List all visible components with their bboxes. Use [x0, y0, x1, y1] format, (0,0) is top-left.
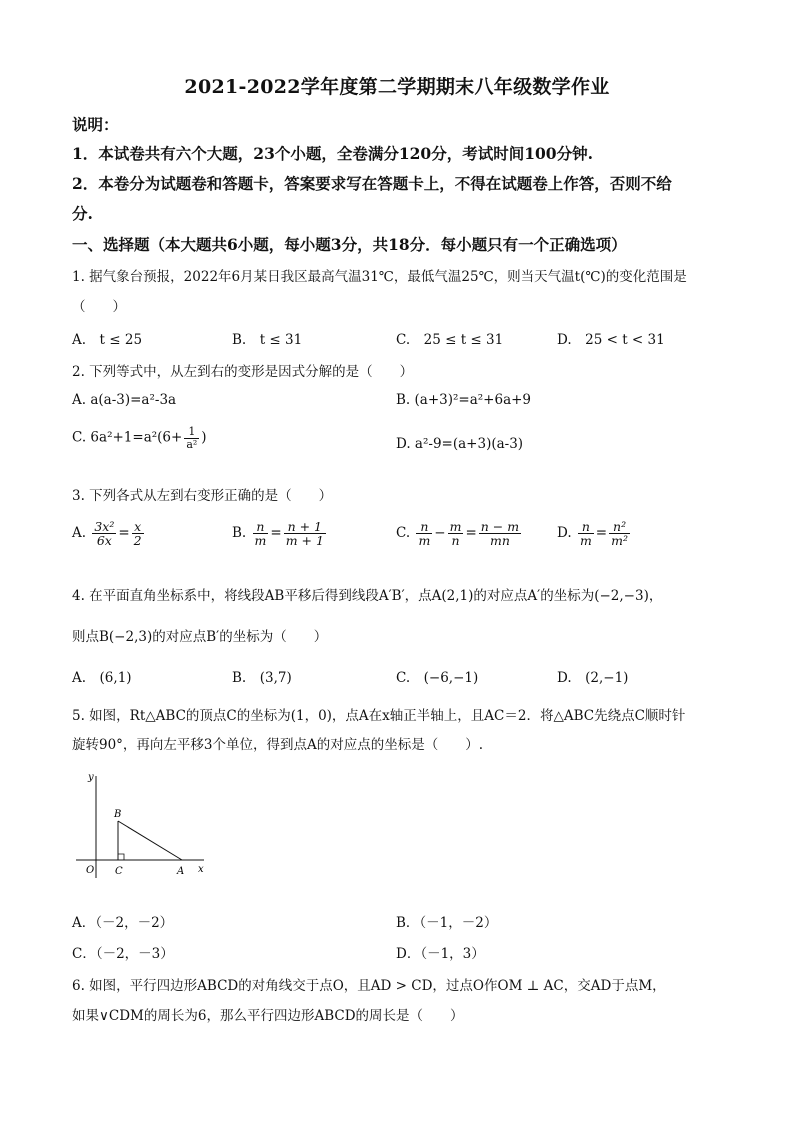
page-title: 2021-2022学年度第二学期期末八年级数学作业 — [184, 76, 610, 98]
question-2-stem: 2. 下列等式中，从左到右的变形是因式分解的是（ ） — [72, 364, 414, 380]
question-2-option-d: D. a²-9=(a+3)(a-3) — [396, 436, 524, 452]
numerator: 1 — [184, 426, 199, 439]
fraction — [284, 520, 326, 547]
option-label: B. — [232, 525, 247, 542]
question-5-option-c: C．（－2，－3） — [72, 946, 174, 962]
question-5-option-b: B．（－1，－2） — [396, 915, 498, 931]
instruction-item-2: 2．本卷分为试题卷和答题卡，答案要求写在答题卡上，不得在试题卷上作答，否则不给 — [72, 174, 672, 193]
question-1-stem: 1. 据气象台预报，2022年6月某日我区最高气温31℃，最低气温25℃，则当天气温t(℃)的变化范围是 — [72, 269, 687, 285]
question-2-option-c-text: C. 6a²+1=a²(6+ — [72, 429, 183, 446]
y-axis-label: y — [88, 772, 94, 783]
numerator: x — [132, 520, 144, 534]
question-2-option-c-suffix: ) — [201, 429, 207, 446]
question-6-stem: 6. 如图，平行四边形ABCD的对角线交于点O，且AD > CD，过点O作OM ⊥ AC，交AD于点M， — [72, 978, 666, 994]
question-2-option-a: A. a(a-3)=a²-3a — [72, 392, 177, 408]
fraction — [479, 520, 521, 547]
question-1-option-c: C. 25 ≤ t ≤ 31 — [396, 332, 504, 348]
denominator: mn — [489, 533, 510, 549]
coordinate-figure — [72, 770, 212, 882]
question-5-option-d: D．（－1，3） — [396, 946, 485, 962]
point-a-label: A — [177, 866, 185, 877]
denominator: m — [579, 533, 592, 549]
question-3-stem: 3. 下列各式从左到右变形正确的是（ ） — [72, 488, 333, 504]
question-4-stem-cont: 则点B(−2,3)的对应点B′的坐标为（ ） — [72, 629, 328, 645]
x-axis-label: x — [198, 864, 204, 875]
numerator: n² — [609, 520, 630, 534]
question-3-option-b: B. $\frac{n}{m}$ = $\frac{n + 1}{m + 1}$ — [232, 519, 324, 549]
numerator: n — [416, 520, 432, 534]
question-5-stem-cont: 旋转90°，再向左平移3个单位，得到点A的对应点的坐标是（ ）. — [72, 737, 484, 753]
instructions-heading: 说明： — [72, 115, 119, 134]
numerator: n — [253, 520, 269, 534]
question-4-option-a: A. (6,1) — [72, 670, 132, 686]
fraction — [92, 520, 116, 547]
fraction — [253, 520, 269, 547]
denominator: m² — [611, 533, 628, 549]
denominator: m — [418, 533, 431, 549]
question-3-option-c: C. $\frac{n}{m}$ − $\frac{m}{n}$ = $\frac{n - m}{mn}$ — [396, 519, 520, 549]
option-label: C. — [396, 525, 411, 542]
question-1-option-d: D. 25 < t < 31 — [557, 332, 665, 348]
question-3-option-a: A. $\frac{\text{3x²}}{6x}$ = $\frac{x}{2}$ — [72, 519, 142, 549]
numerator: m — [449, 519, 462, 534]
question-5-stem: 5. 如图，Rt△ABC的顶点C的坐标为(1，0)，点A在x轴正半轴上，且AC＝2．将△ABC先绕点C顺时针 — [72, 708, 686, 724]
denominator: n — [451, 533, 460, 549]
right-angle-mark — [118, 854, 124, 860]
point-b-label: B — [114, 809, 122, 820]
question-4-option-d: D. (2,−1) — [557, 670, 629, 686]
numerator: n — [578, 520, 594, 534]
fraction — [184, 426, 199, 450]
option-label: D. — [557, 525, 572, 542]
question-5-option-a: A．（－2，－2） — [72, 915, 174, 931]
numerator: n − m — [480, 519, 520, 534]
origin-label: O — [86, 865, 95, 876]
question-1-option-b: B. t ≤ 31 — [232, 332, 303, 348]
instruction-item-1: 1．本试卷共有六个大题，23个小题，全卷满分120分，考试时间100分钟. — [72, 144, 593, 163]
denominator: m + 1 — [285, 533, 324, 549]
question-2-option-c — [72, 426, 207, 450]
question-4-option-b: B. (3,7) — [232, 670, 292, 686]
question-2-option-b: B. (a+3)²=a²+6a+9 — [396, 392, 532, 408]
fraction — [416, 520, 432, 547]
numerator: n + 1 — [284, 520, 326, 534]
point-c-label: C — [115, 866, 123, 877]
denominator: 6x — [96, 533, 112, 549]
fraction — [448, 520, 464, 547]
question-1-option-a: A. t ≤ 25 — [72, 332, 143, 348]
denominator: m — [254, 533, 267, 549]
question-4-option-c: C. (−6,−1) — [396, 670, 479, 686]
fraction — [132, 520, 144, 547]
fraction — [578, 520, 594, 547]
denominator: a² — [186, 437, 198, 451]
question-4-stem: 4. 在平面直角坐标系中，将线段AB平移后得到线段A′B′，点A(2,1)的对应点A′的坐标为(−2,−3)， — [72, 588, 663, 604]
question-3-option-d: D. $\frac{n}{m}$ = $\frac{\text{n²}}{\text{m²}}$ — [557, 519, 628, 549]
section-1-heading: 一、选择题（本大题共6小题，每小题3分，共18分．每小题只有一个正确选项） — [72, 235, 627, 254]
question-1-stem-cont: （ ） — [72, 299, 126, 315]
fraction — [609, 520, 630, 547]
numerator: 3x² — [94, 519, 115, 534]
segment-ba — [118, 821, 182, 860]
question-6-stem-cont: 如果∨CDM的周长为6，那么平行四边形ABCD的周长是（ ） — [72, 1008, 464, 1024]
option-label: A. — [72, 525, 87, 542]
denominator: 2 — [133, 533, 142, 549]
instruction-item-2-cont: 分. — [72, 204, 93, 223]
